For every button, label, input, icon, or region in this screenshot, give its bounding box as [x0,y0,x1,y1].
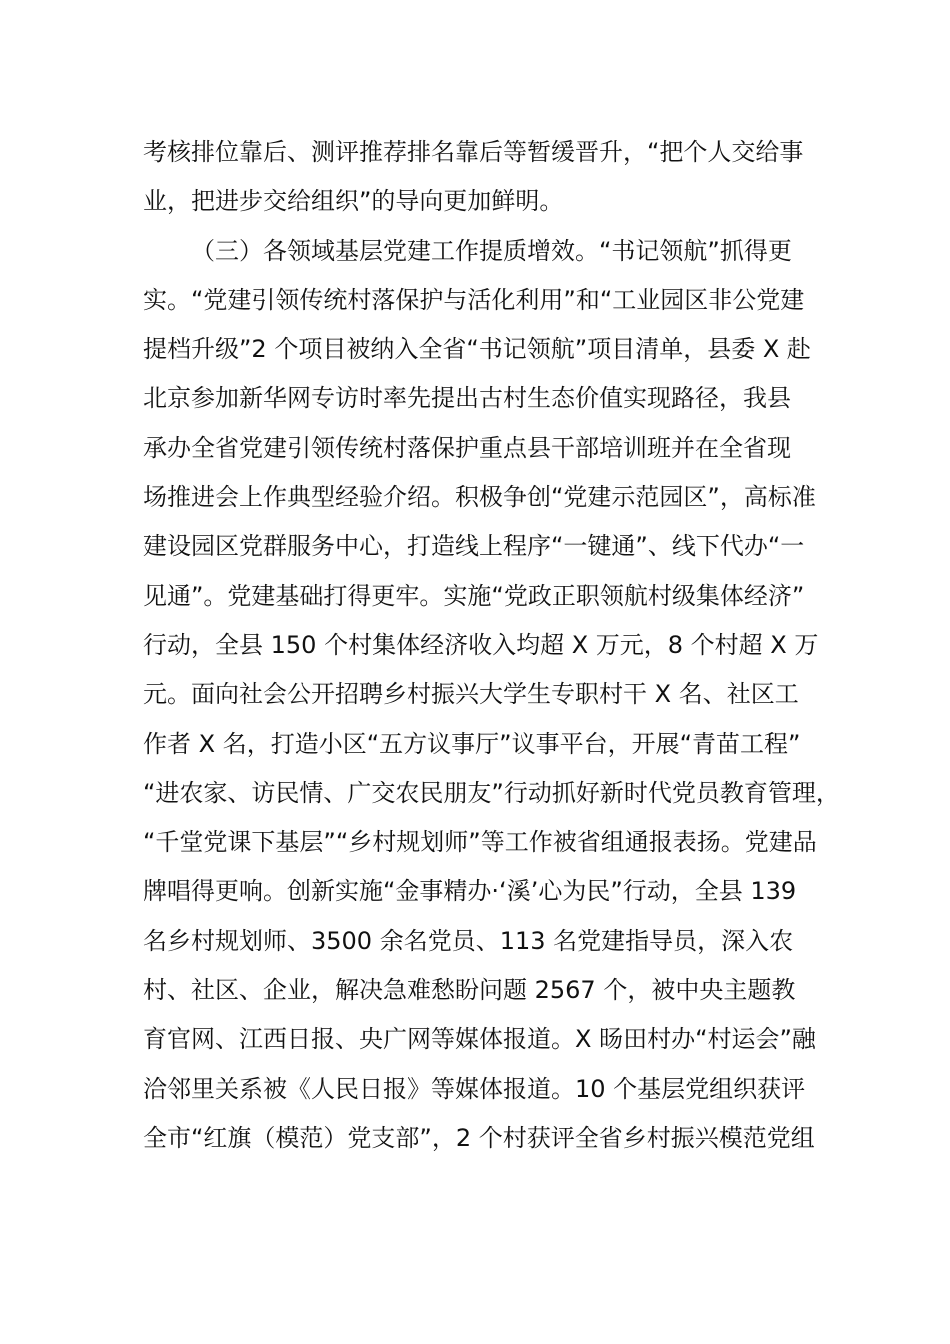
text-line: 牌唱得更响。创新实施“金事精办·‘溪’心为民”行动，全县 139 [143,877,797,906]
text-line: 承办全省党建引领传统村落保护重点县干部培训班并在全省现 [143,433,791,462]
text-line: 全市“红旗（模范）党支部”，2 个村获评全省乡村振兴模范党组 [143,1123,815,1152]
text-line: 行动，全县 150 个村集体经济收入均超 X 万元，8 个村超 X 万 [143,630,819,659]
text-line: 洽邻里关系被《人民日报》等媒体报道。10 个基层党组织获评 [143,1074,806,1103]
text-line: 业，把进步交给组织”的导向更加鲜明。 [143,187,564,216]
body-text [143,128,843,1163]
text-line: “进农家、访民情、广交农民朋友”行动抓好新时代党员教育管理， [143,778,840,807]
text-line: 实。“党建引领传统村落保护与活化利用”和“工业园区非公党建 [143,285,805,314]
section-heading-line: （三）各领域基层党建工作提质增效。“书记领航”抓得更 [191,236,792,265]
text-line: 场推进会上作典型经验介绍。积极争创“党建示范园区”，高标准 [143,483,816,512]
text-line: 考核排位靠后、测评推荐排名靠后等暂缓晋升，“把个人交给事 [143,138,804,166]
text-line: 育官网、江西日报、央广网等媒体报道。X 旸田村办“村运会”融 [143,1025,816,1054]
text-line: 建设园区党群服务中心，打造线上程序“一键通”、线下代办“一 [143,532,805,561]
text-line: 见通”。党建基础打得更牢。实施“党政正职领航村级集体经济” [143,581,805,610]
text-line: 提档升级”2 个项目被纳入全省“书记领航”项目清单，县委 X 赴 [143,335,811,364]
text-line: “千堂党课下基层”“乡村规划师”等工作被省组通报表扬。党建品 [143,828,817,857]
text-line: 村、社区、企业，解决急难愁盼问题 2567 个，被中央主题教 [143,976,796,1005]
text-line: 名乡村规划师、3500 余名党员、113 名党建指导员，深入农 [143,926,794,955]
text-line: 元。面向社会公开招聘乡村振兴大学生专职村干 X 名、社区工 [143,680,799,709]
text-line: 作者 X 名，打造小区“五方议事厅”议事平台，开展“青苗工程” [143,729,801,758]
text-line: 北京参加新华网专访时率先提出古村生态价值实现路径，我县 [143,384,791,413]
